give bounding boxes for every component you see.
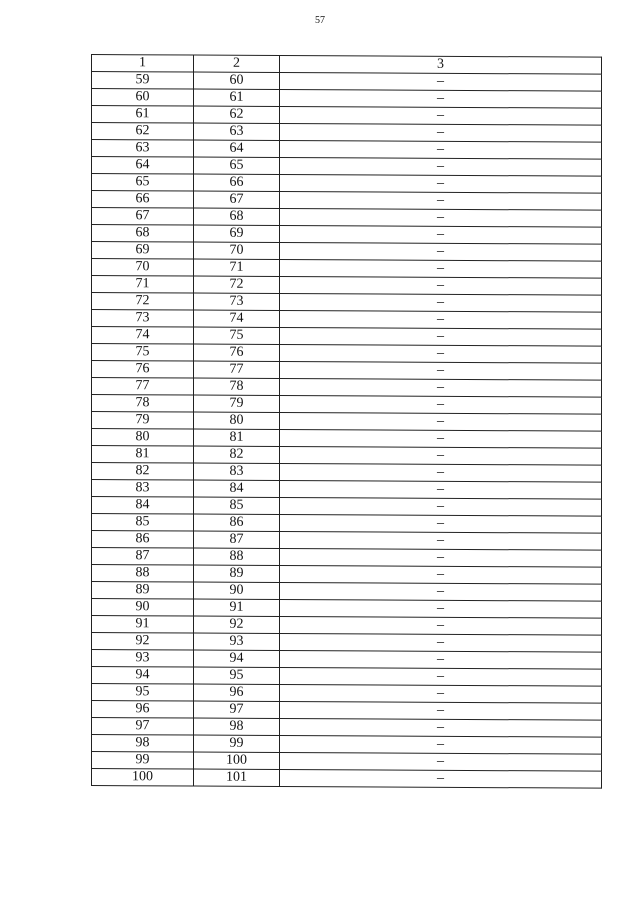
table-cell: 77	[92, 378, 194, 396]
table-cell: 64	[194, 140, 280, 157]
table-cell: –	[280, 667, 602, 686]
table-cell: 75	[194, 327, 280, 344]
table-cell: 59	[92, 72, 194, 90]
table-cell: 79	[194, 395, 280, 412]
table-cell: 82	[92, 463, 194, 481]
table-cell: 64	[92, 157, 194, 175]
table-row	[92, 769, 602, 789]
table-cell: –	[280, 310, 602, 329]
table-cell: –	[280, 327, 602, 346]
table-cell: 91	[92, 616, 194, 634]
table-cell: 96	[92, 701, 194, 719]
table-cell: –	[280, 395, 602, 414]
table-cell: 75	[92, 344, 194, 362]
table-cell: –	[280, 361, 602, 380]
table-cell: 68	[92, 225, 194, 243]
table-cell: –	[280, 565, 602, 584]
table-cell: 60	[194, 72, 280, 89]
table-cell: 66	[194, 174, 280, 191]
table-cell: 89	[194, 565, 280, 582]
table-cell: 82	[194, 446, 280, 463]
table-cell: –	[280, 684, 602, 703]
table-cell: 92	[194, 616, 280, 633]
table-cell: 88	[92, 565, 194, 583]
table-cell: –	[280, 140, 602, 159]
table-cell: 74	[194, 310, 280, 327]
table-cell: 100	[194, 752, 280, 769]
table-cell: –	[280, 463, 602, 482]
table-cell: 73	[92, 310, 194, 328]
table-cell: 95	[194, 667, 280, 684]
table-cell: 77	[194, 361, 280, 378]
table-cell: 80	[194, 412, 280, 429]
column-header: 2	[194, 55, 280, 72]
table-cell: 89	[92, 582, 194, 600]
table-cell: –	[280, 480, 602, 499]
table-cell: –	[280, 378, 602, 397]
table-cell: –	[280, 208, 602, 227]
table-cell: 62	[194, 106, 280, 123]
table-cell: 90	[194, 582, 280, 599]
table-cell: 98	[194, 718, 280, 735]
table-cell: 72	[92, 293, 194, 311]
table-cell: 86	[92, 531, 194, 549]
table-cell: 67	[194, 191, 280, 208]
table-cell: 100	[92, 769, 194, 787]
table-cell: 83	[92, 480, 194, 498]
table-cell: 80	[92, 429, 194, 447]
table-cell: –	[280, 497, 602, 516]
table-cell: 61	[194, 89, 280, 106]
table-cell: 96	[194, 684, 280, 701]
table-cell: 63	[194, 123, 280, 140]
table-cell: 101	[194, 769, 280, 786]
table-cell: –	[280, 752, 602, 771]
table-cell: 76	[92, 361, 194, 379]
table-cell: 90	[92, 599, 194, 617]
table-cell: –	[280, 191, 602, 210]
table-cell: 70	[92, 259, 194, 277]
table-cell: –	[280, 531, 602, 550]
table-cell: –	[280, 582, 602, 601]
table-cell: –	[280, 412, 602, 431]
table-cell: 69	[194, 225, 280, 242]
table-cell: 83	[194, 463, 280, 480]
table-cell: –	[280, 293, 602, 312]
table-cell: 98	[92, 735, 194, 753]
table-cell: –	[280, 429, 602, 448]
table-cell: 99	[194, 735, 280, 752]
table-cell: 65	[194, 157, 280, 174]
table-cell: 61	[92, 106, 194, 124]
table-cell: –	[280, 446, 602, 465]
table-cell: 79	[92, 412, 194, 430]
table-cell: 63	[92, 140, 194, 158]
table-cell: 70	[194, 242, 280, 259]
table-cell: 97	[194, 701, 280, 718]
table-body	[92, 72, 602, 789]
table-cell: –	[280, 735, 602, 754]
table-cell: –	[280, 616, 602, 635]
table-cell: 74	[92, 327, 194, 345]
table-cell: 78	[194, 378, 280, 395]
table-cell: –	[280, 276, 602, 295]
table-cell: 86	[194, 514, 280, 531]
table-cell: 73	[194, 293, 280, 310]
data-table	[91, 54, 602, 789]
table-cell: 71	[194, 259, 280, 276]
table-cell: –	[280, 633, 602, 652]
table-cell: –	[280, 242, 602, 261]
table-cell: 62	[92, 123, 194, 141]
table-cell: 76	[194, 344, 280, 361]
table-cell: 84	[92, 497, 194, 515]
table-cell: –	[280, 72, 602, 91]
table-cell: –	[280, 123, 602, 142]
page-number: 57	[315, 15, 325, 26]
table-cell: 87	[194, 531, 280, 548]
table-cell: –	[280, 157, 602, 176]
table-cell: –	[280, 344, 602, 363]
column-header: 3	[280, 55, 602, 74]
table-cell: –	[280, 106, 602, 125]
table-cell: –	[280, 701, 602, 720]
table-cell: 72	[194, 276, 280, 293]
table-cell: 69	[92, 242, 194, 260]
table-cell: 92	[92, 633, 194, 651]
table-cell: 85	[194, 497, 280, 514]
table-cell: 84	[194, 480, 280, 497]
table-cell: 65	[92, 174, 194, 192]
table-cell: 78	[92, 395, 194, 413]
table-cell: 95	[92, 684, 194, 702]
table-cell: 71	[92, 276, 194, 294]
table-cell: –	[280, 599, 602, 618]
column-header: 1	[92, 55, 194, 73]
table-cell: 87	[92, 548, 194, 566]
table-cell: 81	[194, 429, 280, 446]
table-cell: 93	[92, 650, 194, 668]
table-cell: –	[280, 174, 602, 193]
table-cell: 67	[92, 208, 194, 226]
table-cell: 91	[194, 599, 280, 616]
table-cell: 81	[92, 446, 194, 464]
table-cell: –	[280, 259, 602, 278]
table-cell: –	[280, 548, 602, 567]
table-cell: 68	[194, 208, 280, 225]
table-cell: 94	[194, 650, 280, 667]
table-cell: –	[280, 225, 602, 244]
table-cell: –	[280, 514, 602, 533]
table-cell: –	[280, 718, 602, 737]
table-cell: 97	[92, 718, 194, 736]
table-cell: 94	[92, 667, 194, 685]
table-cell: 99	[92, 752, 194, 770]
table-cell: –	[280, 89, 602, 108]
table-cell: 85	[92, 514, 194, 532]
table-cell: 88	[194, 548, 280, 565]
table-cell: –	[280, 650, 602, 669]
table-cell: 60	[92, 89, 194, 107]
table-cell: 93	[194, 633, 280, 650]
table-cell: 66	[92, 191, 194, 209]
table-cell: –	[280, 769, 602, 788]
